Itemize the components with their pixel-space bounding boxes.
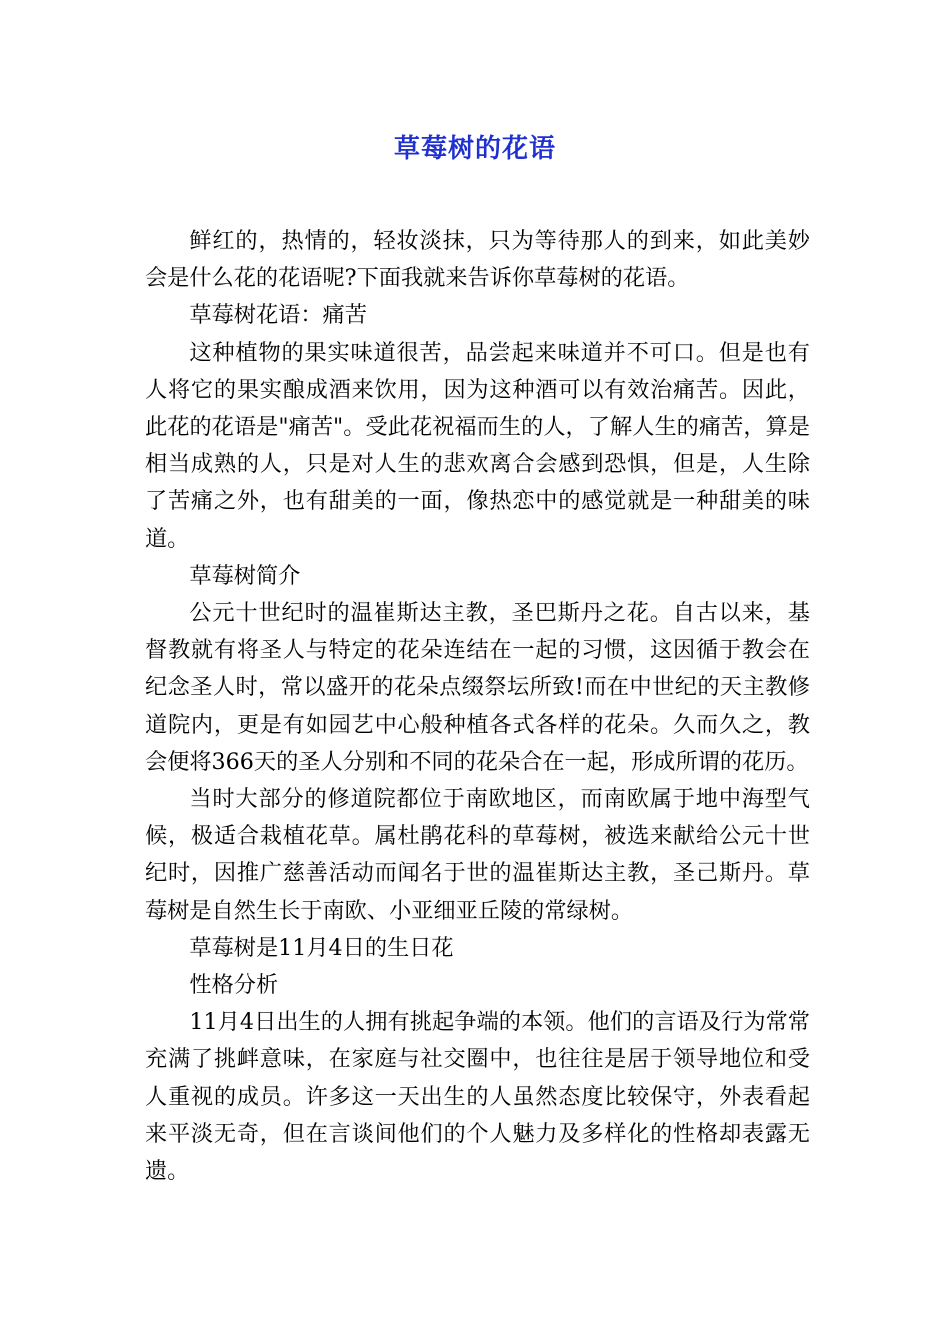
section-heading-personality: 性格分析 [189,972,279,999]
paragraph-flower-language: 草莓树花语：痛苦 [189,302,367,329]
paragraph-monasteries: 当时大部分的修道院都位于南欧地区，而南欧属于地中海型气候，极适合栽植花草。属杜鹃花科的草莓树，被选来献给公元十世纪时，因推广慈善活动而闻名于世的温崔斯达主教，圣己斯丹。草莓树是自然生长于南欧、小亚细亚丘陵的常绿树。 [145,786,810,924]
section-heading-intro: 草莓树简介 [189,562,301,589]
paragraph-birthday-flower: 草莓树是11月4日的生日花 [189,934,454,961]
document-body [145,223,810,1190]
paragraph-meaning: 这种植物的果实味道很苦，品尝起来味道并不可口。但是也有人将它的果实酿成酒来饮用，因为这种酒可以有效治痛苦。因此，此花的花语是"痛苦"。受此花祝福而生的人，了解人生的痛苦，算是相当成熟的人，只是对人生的悲欢离合会感到恐惧，但是，人生除了苦痛之外，也有甜美的一面，像热恋中的感觉就是一种甜美的味道。 [145,339,810,552]
paragraph-history: 公元十世纪时的温崔斯达主教，圣巴斯丹之花。自古以来，基督教就有将圣人与特定的花朵连结在一起的习惯，这因循于教会在纪念圣人时，常以盛开的花朵点缀祭坛所致!而在中世纪的天主教修道院内，更是有如园艺中心般种植各式各样的花朵。久而久之，教会便将366天的圣人分别和不同的花朵合在一起，形成所谓的花历。 [145,600,810,775]
document-title: 草莓树的花语 [393,134,556,164]
paragraph-intro: 鲜红的，热情的，轻妆淡抹，只为等待那人的到来，如此美妙会是什么花的花语呢?下面我就来告诉你草莓树的花语。 [145,228,810,292]
paragraph-personality: 11月4日出生的人拥有挑起争端的本领。他们的言语及行为常常充满了挑衅意味，在家庭与社交圈中，也往往是居于领导地位和受人重视的成员。许多这一天出生的人虽然态度比较保守，外表看起来平淡无奇，但在言谈间他们的个人魅力及多样化的性格却表露无遗。 [145,1009,810,1185]
